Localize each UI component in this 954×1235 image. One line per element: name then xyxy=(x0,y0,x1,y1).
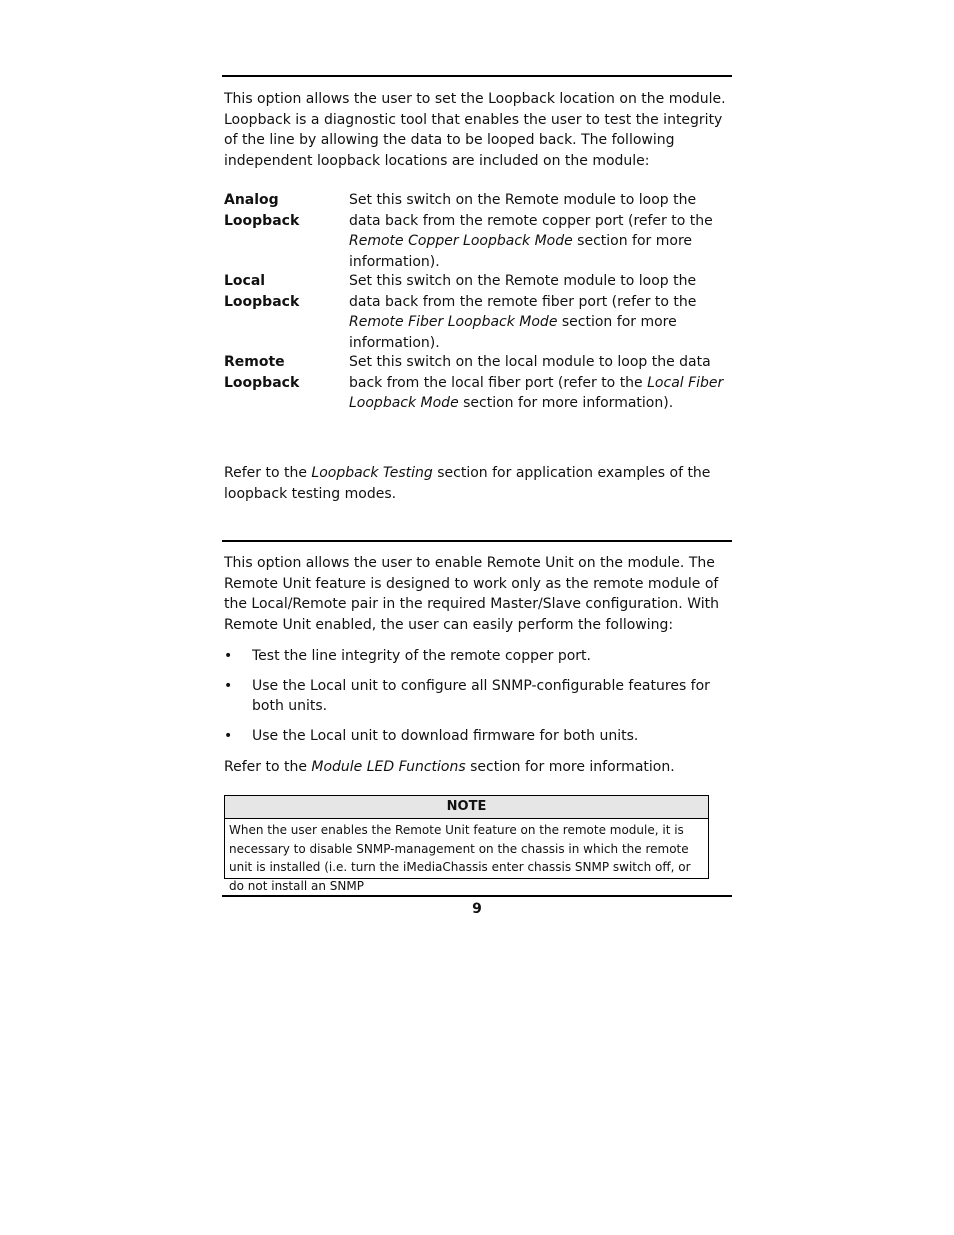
term-remote-loopback: Remote Loopback xyxy=(224,354,300,391)
desc-text: section for more information). xyxy=(458,395,674,412)
bullet-text: Use the Local unit to configure all SNMP-configurable features for both units. xyxy=(252,678,710,714)
note-body: When the user enables the Remote Unit feature on the remote module, it is necessary to disable SNMP-management on the chassis in which the remote unit is installed (i.e. turn the iMediaChassis enter chassis SNMP switch off, or do not install an SNMP xyxy=(229,823,691,893)
footer-rule xyxy=(222,895,732,897)
refer-text: Refer to the xyxy=(224,759,312,775)
desc-analog-loopback xyxy=(349,190,729,272)
desc-text: section for more information). xyxy=(349,314,677,351)
note-box xyxy=(224,795,709,893)
remote-unit-intro: This option allows the user to enable Remote Unit on the module. The Remote Unit feature is designed to work only as the remote module of the Local/Remote pair in the required Master/Slave configuration. With Remote Unit enabled, the user can easily perform the following: xyxy=(224,555,719,633)
cross-reference: Loopback Testing xyxy=(311,465,433,481)
refer-text: section for more information. xyxy=(465,759,675,775)
bullet-text: Test the line integrity of the remote copper port. xyxy=(252,648,591,664)
section-rule-middle xyxy=(222,540,732,542)
desc-text: section for more information). xyxy=(349,233,693,270)
refer-text: section for application examples of the loopback testing modes. xyxy=(224,465,711,502)
loopback-intro: This option allows the user to set the Loopback location on the module. Loopback is a diagnostic tool that enables the user to test the integrity of the line by allowing the data to be looped back. The following independent loopback locations are included on the module: xyxy=(224,91,726,169)
cross-reference: Module LED Functions xyxy=(311,759,466,775)
bullet-icon: • xyxy=(224,648,233,664)
desc-text: Set this switch on the local module to loop the data back from the local fiber port (refer to the xyxy=(349,354,711,391)
desc-remote-loopback xyxy=(349,352,729,414)
section-rule-top xyxy=(222,75,732,77)
refer-text: Refer to the xyxy=(224,465,312,481)
cross-reference: Remote Copper Loopback Mode xyxy=(349,233,573,250)
desc-local-loopback xyxy=(349,271,729,353)
cross-reference: Remote Fiber Loopback Mode xyxy=(349,314,558,331)
desc-text: Set this switch on the Remote module to loop the data back from the remote fiber port (refer to the xyxy=(349,273,697,310)
term-analog-loopback: Analog Loopback xyxy=(224,192,300,229)
list-item xyxy=(224,646,714,666)
loopback-refer xyxy=(224,463,730,504)
remote-unit-refer xyxy=(224,757,730,778)
bullet-icon: • xyxy=(224,678,233,694)
bullet-text: Use the Local unit to download firmware for both units. xyxy=(252,728,639,744)
cross-reference: Local Fiber Loopback Mode xyxy=(349,374,724,412)
note-title: NOTE xyxy=(225,796,708,819)
list-item xyxy=(224,676,714,716)
desc-text: Set this switch on the Remote module to loop the data back from the remote copper port (refer to the xyxy=(349,192,713,229)
list-item xyxy=(224,726,714,746)
term-local-loopback: Local Loopback xyxy=(224,273,300,310)
bullet-icon: • xyxy=(224,728,233,744)
page-number: 9 xyxy=(472,901,482,917)
